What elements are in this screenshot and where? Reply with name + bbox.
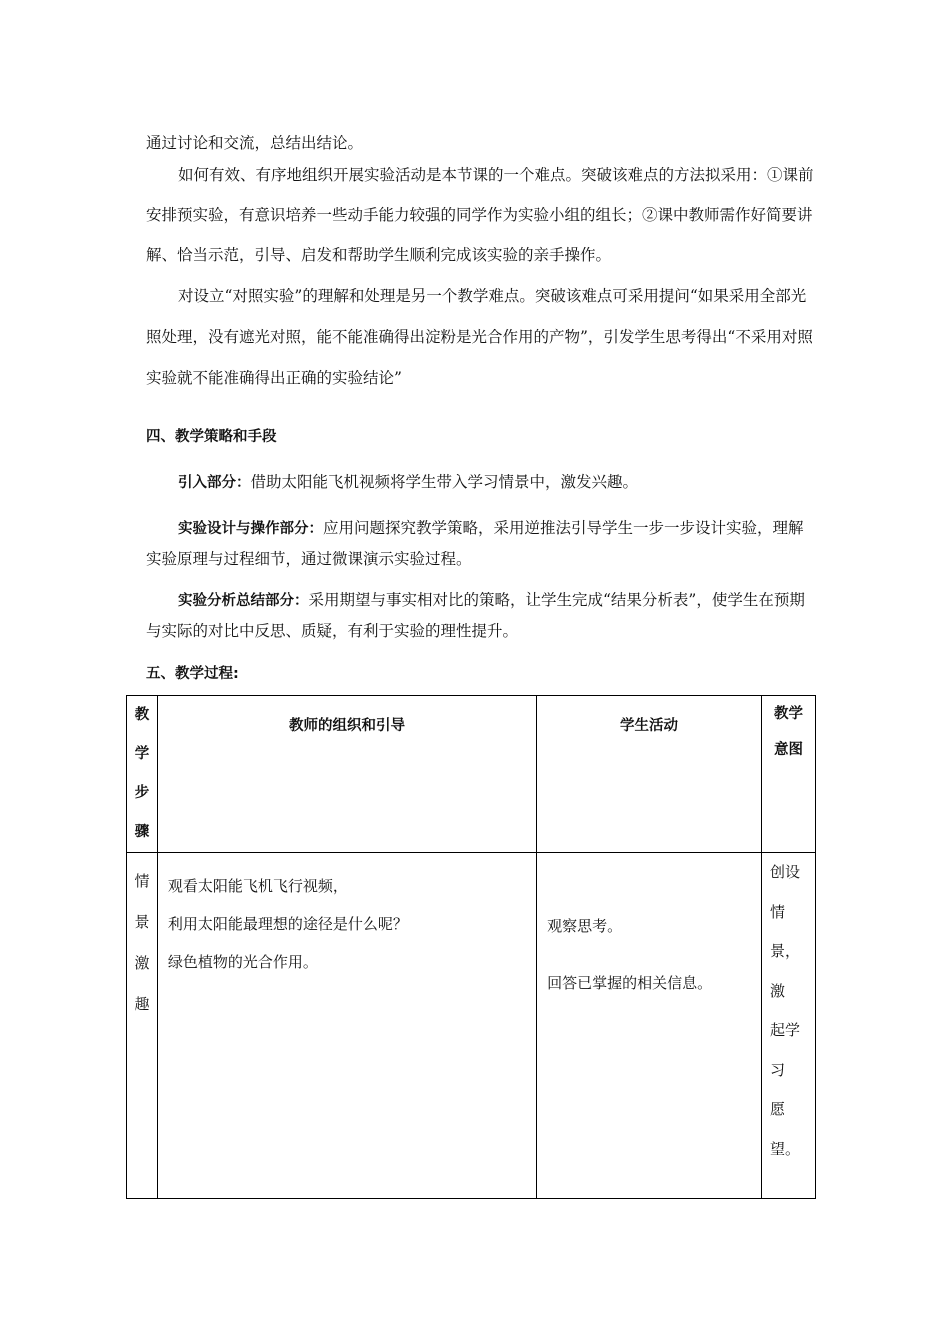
strategy-text: 借助太阳能飞机视频将学生带入学习情景中，激发兴趣。 xyxy=(250,473,639,491)
teaching-process-table xyxy=(126,695,816,1199)
row-step-char: 景 xyxy=(134,913,150,931)
intent-line: 起学 xyxy=(770,1021,801,1039)
row-step xyxy=(127,853,158,1199)
strategy-text: 采用期望与事实相对比的策略，让学生完成“结果分析表”，使学生在预期与实际的对比中反思、质疑，有利于实验的理性提升。 xyxy=(146,591,805,640)
strategy-label: 引入部分： xyxy=(178,475,251,491)
header-step-char: 步 xyxy=(134,785,150,801)
intent-line: 情 xyxy=(770,902,786,921)
paragraph-difficulty-2: 对设立“对照实验”的理解和处理是另一个教学难点。突破该难点可采用提问“如果采用全部光照处理，没有遮光对照，能不能准确得出淀粉是光合作用的产物”，引发学生思考得出“不采用对照实验就不能准确得出正确的实验结论” xyxy=(146,287,813,387)
table-header-row xyxy=(127,696,816,853)
strategy-label: 实验分析总结部分： xyxy=(178,593,309,609)
intent-line: 景， xyxy=(770,942,801,960)
header-intent xyxy=(762,696,816,853)
section5-heading: 五、教学过程: xyxy=(146,666,239,682)
table-row xyxy=(127,853,816,1199)
row-intent xyxy=(762,853,816,1199)
header-teacher xyxy=(157,696,536,853)
strategy-label: 实验设计与操作部分： xyxy=(178,521,323,537)
paragraph-difficulty-1: 如何有效、有序地组织开展实验活动是本节课的一个难点。突破该难点的方法拟采用：①课前安排预实验，有意识培养一些动手能力较强的同学作为实验小组的组长；②课中教师需作好简要讲解、恰当示范，引导、启发和帮助学生顺利完成该实验的亲手操作。 xyxy=(146,166,814,264)
section4-heading: 四、教学策略和手段 xyxy=(146,429,277,445)
row-step-char: 情 xyxy=(134,872,150,890)
header-step-char: 骤 xyxy=(134,824,150,840)
header-step-char: 学 xyxy=(134,746,150,762)
header-step xyxy=(127,696,158,853)
strategy-item-experiment-design xyxy=(146,513,816,574)
strategy-item-analysis xyxy=(146,585,816,646)
paragraph-conclusion: 通过讨论和交流，总结出结论。 xyxy=(146,134,364,152)
header-teacher-label: 教师的组织和引导 xyxy=(288,718,405,734)
strategy-text: 应用问题探究教学策略，采用逆推法引导学生一步一步设计实验，理解实验原理与过程细节，通过微课演示实验过程。 xyxy=(146,519,804,568)
header-intent-line: 意图 xyxy=(774,742,804,758)
row-teacher xyxy=(157,853,536,1199)
teacher-line: 利用太阳能最理想的途径是什么呢？ xyxy=(167,915,408,933)
teacher-line: 观看太阳能飞机飞行视频， xyxy=(167,877,348,895)
intent-line: 愿 xyxy=(770,1100,786,1118)
header-step-char: 教 xyxy=(134,707,150,723)
student-line: 回答已掌握的相关信息。 xyxy=(547,974,713,992)
strategy-item-intro xyxy=(146,467,816,498)
header-student-label: 学生活动 xyxy=(620,718,679,734)
student-line: 观察思考。 xyxy=(547,917,623,935)
teacher-line: 绿色植物的光合作用。 xyxy=(167,953,318,971)
intent-line: 望。 xyxy=(770,1139,801,1158)
intent-line: 习 xyxy=(770,1060,786,1079)
intent-line: 激 xyxy=(770,981,786,1000)
row-step-char: 趣 xyxy=(134,995,150,1013)
header-student xyxy=(537,696,762,853)
row-step-char: 激 xyxy=(134,954,150,972)
row-student xyxy=(537,853,762,1199)
header-intent-line: 教学 xyxy=(774,706,804,722)
intent-line: 创设 xyxy=(770,863,801,881)
